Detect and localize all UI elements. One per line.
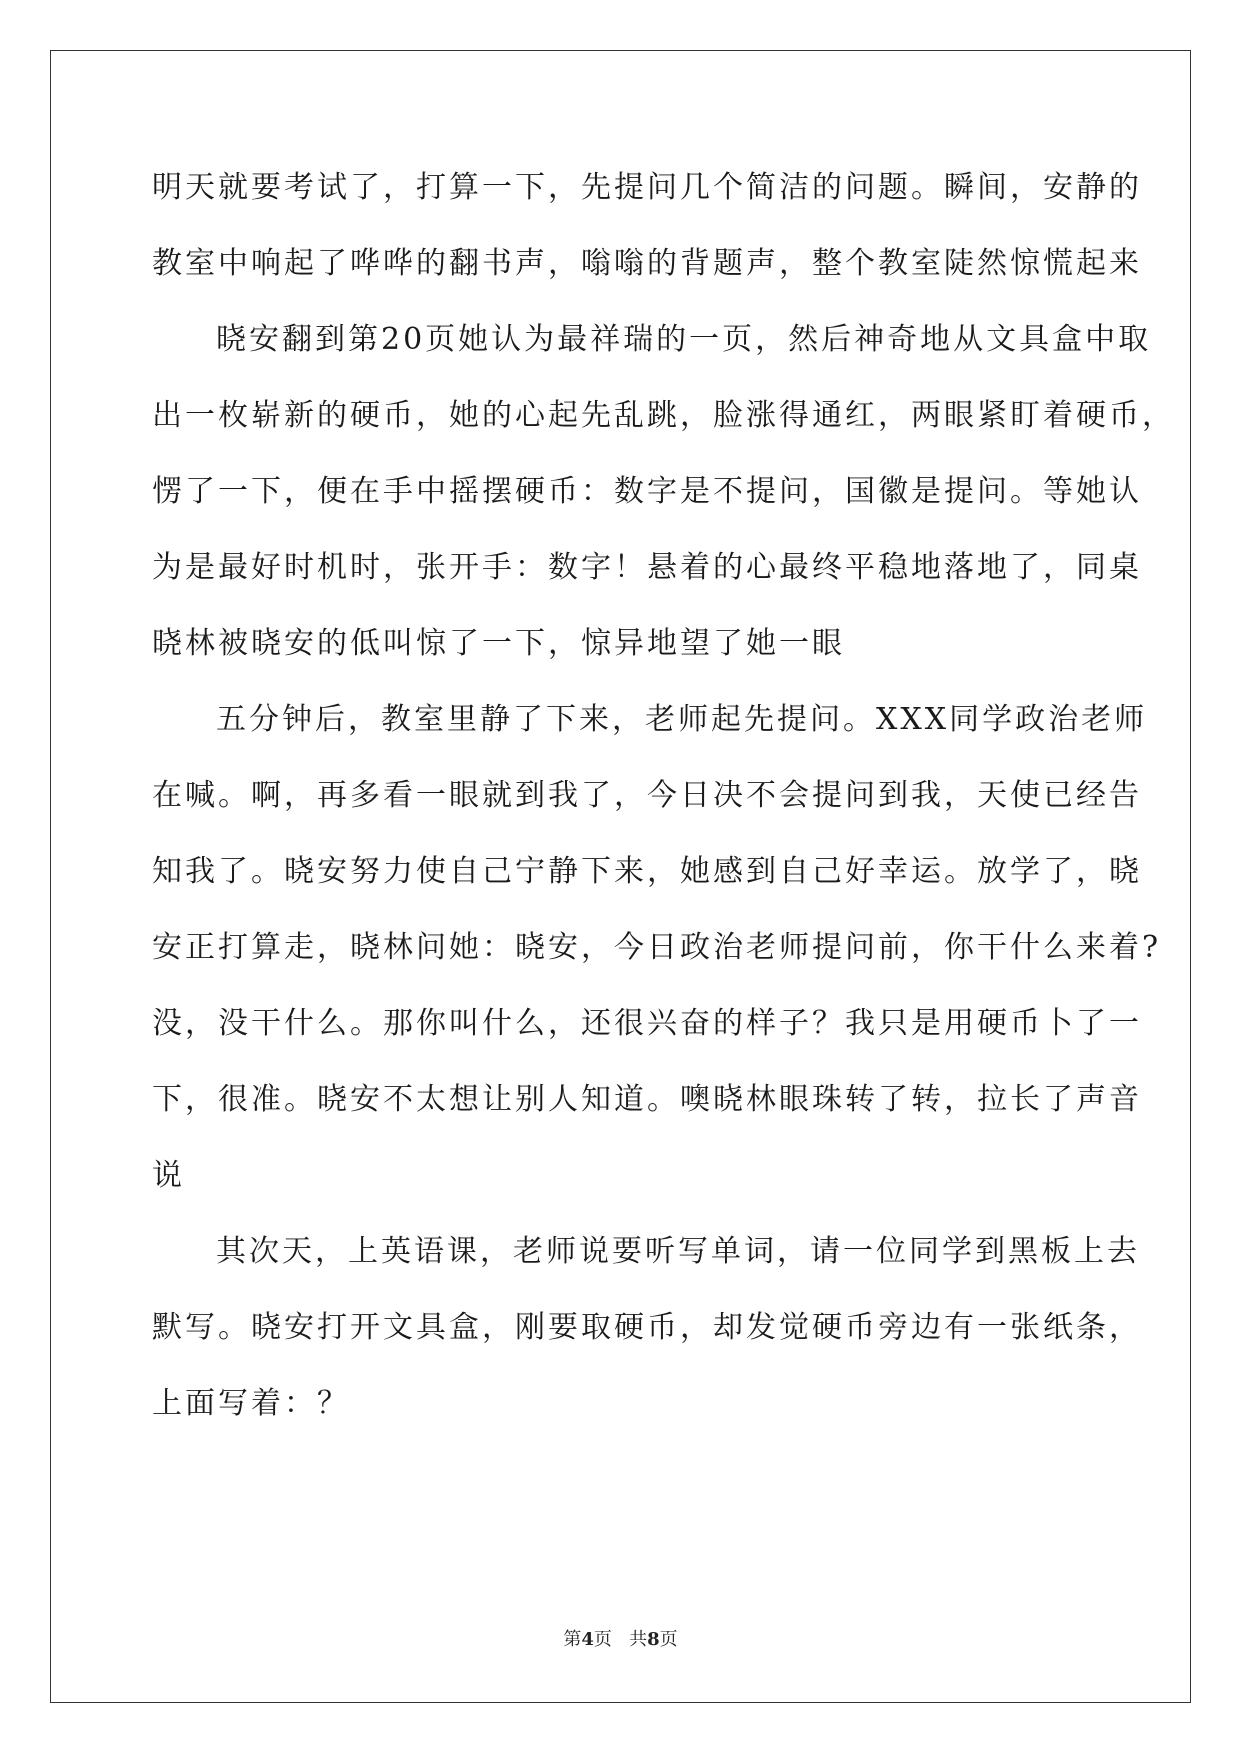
total-pages: 8 bbox=[647, 1629, 660, 1650]
text-line: 上面写着：？ bbox=[152, 1386, 350, 1421]
text-line: 说 bbox=[152, 1158, 185, 1193]
text-line: 知我了。晓安努力使自己宁静下来，她感到自己好幸运。放学了，晓 bbox=[152, 854, 1142, 889]
total-suffix: 页 bbox=[659, 1629, 678, 1650]
total-prefix: 共 bbox=[629, 1629, 648, 1650]
page-footer bbox=[0, 1625, 1241, 1651]
document-body bbox=[152, 150, 1175, 1442]
paragraph-start-line: 五分钟后，教室里静了下来，老师起先提问。XXX同学政治老师 bbox=[216, 702, 1148, 737]
text-line: 在喊。啊，再多看一眼就到我了，今日决不会提问到我，天使已经告 bbox=[152, 778, 1142, 813]
text-line: 默写。晓安打开文具盒，刚要取硬币，却发觉硬币旁边有一张纸条， bbox=[152, 1310, 1142, 1345]
page-number: 4 bbox=[581, 1629, 594, 1650]
text-line: 没，没干什么。那你叫什么，还很兴奋的样子？我只是用硬币卜了一 bbox=[152, 1006, 1142, 1041]
text-line: 出一枚崭新的硬币，她的心起先乱跳，脸涨得通红，两眼紧盯着硬币， bbox=[152, 398, 1175, 433]
page-prefix: 第 bbox=[563, 1629, 582, 1650]
text-line: 为是最好时机时，张开手：数字！悬着的心最终平稳地落地了，同桌 bbox=[152, 550, 1142, 585]
paragraph-start-line: 其次天，上英语课，老师说要听写单词，请一位同学到黑板上去 bbox=[216, 1234, 1140, 1269]
text-line: 晓林被晓安的低叫惊了一下，惊异地望了她一眼 bbox=[152, 626, 845, 661]
text-line: 教室中响起了哗哗的翻书声，嗡嗡的背题声，整个教室陡然惊慌起来 bbox=[152, 246, 1142, 281]
text-line: 安正打算走，晓林问她：晓安，今日政治老师提问前，你干什么来着? bbox=[152, 930, 1162, 965]
text-line: 明天就要考试了，打算一下，先提问几个简洁的问题。瞬间，安静的 bbox=[152, 170, 1142, 205]
text-line: 下，很准。晓安不太想让别人知道。噢晓林眼珠转了转，拉长了声音 bbox=[152, 1082, 1142, 1117]
paragraph-start-line: 晓安翻到第20页她认为最祥瑞的一页，然后神奇地从文具盒中取 bbox=[216, 322, 1152, 357]
page-suffix: 页 bbox=[593, 1629, 612, 1650]
text-line: 愣了一下，便在手中摇摆硬币：数字是不提问，国徽是提问。等她认 bbox=[152, 474, 1142, 509]
